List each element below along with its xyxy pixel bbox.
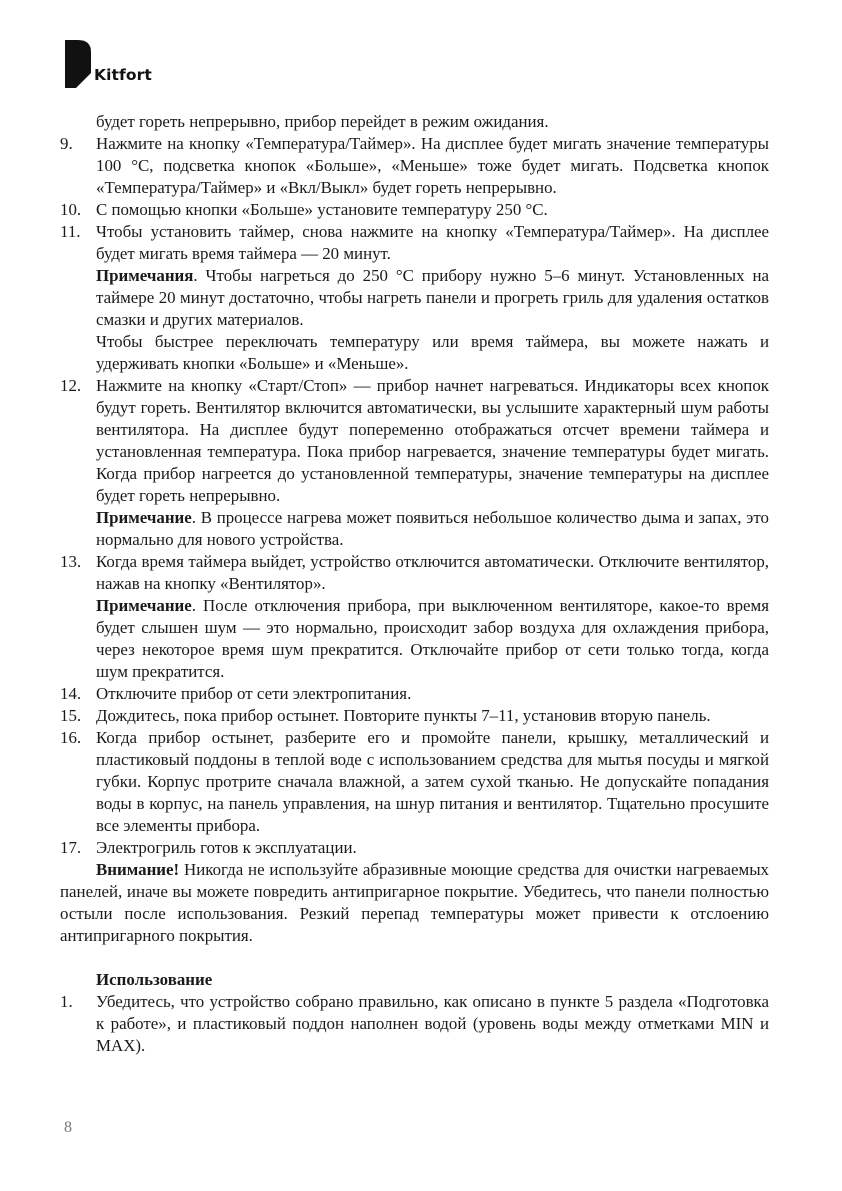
list-item	[60, 221, 769, 265]
list-item	[60, 551, 769, 595]
list-item	[60, 683, 769, 705]
intro-line: будет гореть непрерывно, прибор перейдет в режим ожидания.	[96, 111, 549, 131]
note-label: Примечание	[96, 595, 192, 615]
list-item-number: 13.	[60, 551, 82, 571]
list-item	[60, 375, 769, 507]
note	[60, 265, 769, 331]
list-item	[60, 199, 769, 221]
logo-text: Kitfort	[94, 66, 152, 84]
note	[60, 331, 769, 375]
note	[60, 595, 769, 683]
list-item-number: 12.	[60, 375, 82, 395]
list-item	[60, 837, 769, 859]
list-item-number: 17.	[60, 837, 82, 857]
list-item-text: Отключите прибор от сети электропитания.	[96, 683, 412, 703]
warning-text: Никогда не используйте абразивные моющие средства для очистки нагреваемых панелей, иначе вы можете повредить антипригарное покрытие. Убедитесь, что панели полностью остыли после использования. Резкий перепад температуры может привести к отслоению антипригарного покрытия.	[60, 859, 769, 945]
list-item-text: Нажмите на кнопку «Температура/Таймер». На дисплее будет мигать значение температуры 100 °C, подсветка кнопок «Больше», «Меньше» тоже будет мигать. Подсветка кнопок «Температура/Таймер» и «Вкл/Выкл» будет гореть непрерывно.	[96, 133, 769, 197]
list-item-text: Когда прибор остынет, разберите его и промойте панели, крышку, металлический и пластиковый поддоны в теплой воде с использованием средства для мытья посуды и мягкой губки. Корпус протрите сначала влажной, а затем сухой тканью. Не допускайте попадания воды в корпус, на панель управления, на шнур питания и вентилятор. Тщательно просушите все элементы прибора.	[96, 727, 769, 835]
list-item-text: Чтобы установить таймер, снова нажмите на кнопку «Температура/Таймер». На дисплее будет мигать время таймера — 20 минут.	[96, 221, 769, 263]
list-item	[60, 727, 769, 837]
list-item-number: 14.	[60, 683, 82, 703]
page-number: 8	[64, 1119, 72, 1136]
list-item-text: Электрогриль готов к эксплуатации.	[96, 837, 357, 857]
note-text: . Чтобы нагреться до 250 °C прибору нужно 5–6 минут. Установленных на таймере 20 минут достаточно, чтобы нагреть панели и прогреть гриль для удаления остатков смазки и других материалов.	[96, 265, 769, 329]
list-item-text: Убедитесь, что устройство собрано правильно, как описано в пункте 5 раздела «Подготовка к работе», и пластиковый поддон наполнен водой (уровень воды между отметками MIN и MAX).	[96, 991, 769, 1055]
list-item-number: 1.	[60, 991, 73, 1011]
note-text: . В процессе нагрева может появиться небольшое количество дыма и запах, это нормально для нового устройства.	[96, 507, 769, 549]
warning-label: Внимание!	[96, 859, 180, 879]
note-text: Чтобы быстрее переключать температуру или время таймера, вы можете нажать и удерживать кнопки «Больше» и «Меньше».	[96, 331, 769, 373]
note-label: Примечания	[96, 265, 194, 285]
list-item-number: 11.	[60, 221, 81, 241]
list-item-number: 9.	[60, 133, 73, 153]
warning-paragraph	[60, 859, 769, 947]
list-item-text: Нажмите на кнопку «Старт/Стоп» — прибор начнет нагреваться. Индикаторы всех кнопок будут гореть. Вентилятор включится автоматически, вы услышите характерный шум работы вентилятора. На дисплее будут попеременно отображаться отсчет времени таймера и установленная температура. Пока прибор нагревается, значение температуры будет мигать. Когда прибор нагреется до установленной температуры, значение температуры на дисплее будет гореть непрерывно.	[96, 375, 769, 505]
document-body	[60, 111, 769, 1057]
list-item	[60, 133, 769, 199]
list-item-text: Дождитесь, пока прибор остынет. Повторите пункты 7–11, установив вторую панель.	[96, 705, 711, 725]
section-heading: Использование	[96, 969, 213, 989]
list-item	[60, 991, 769, 1057]
note-text: . После отключения прибора, при выключенном вентиляторе, какое-то время будет слышен шум — это нормально, происходит забор воздуха для охлаждения прибора, через некоторое время шум прекратится. Отключайте прибор от сети только тогда, когда шум прекратится.	[96, 595, 769, 681]
list-item	[60, 705, 769, 727]
note-label: Примечание	[96, 507, 192, 527]
kitfort-logo-mark-icon	[65, 40, 93, 88]
list-item-number: 16.	[60, 727, 82, 747]
list-item-number: 15.	[60, 705, 82, 725]
list-item-text: С помощью кнопки «Больше» установите температуру 250 °C.	[96, 199, 548, 219]
kitfort-logo	[65, 40, 175, 90]
list-item-text: Когда время таймера выйдет, устройство отключится автоматически. Отключите вентилятор, нажав на кнопку «Вентилятор».	[96, 551, 769, 593]
list-item-number: 10.	[60, 199, 82, 219]
note	[60, 507, 769, 551]
